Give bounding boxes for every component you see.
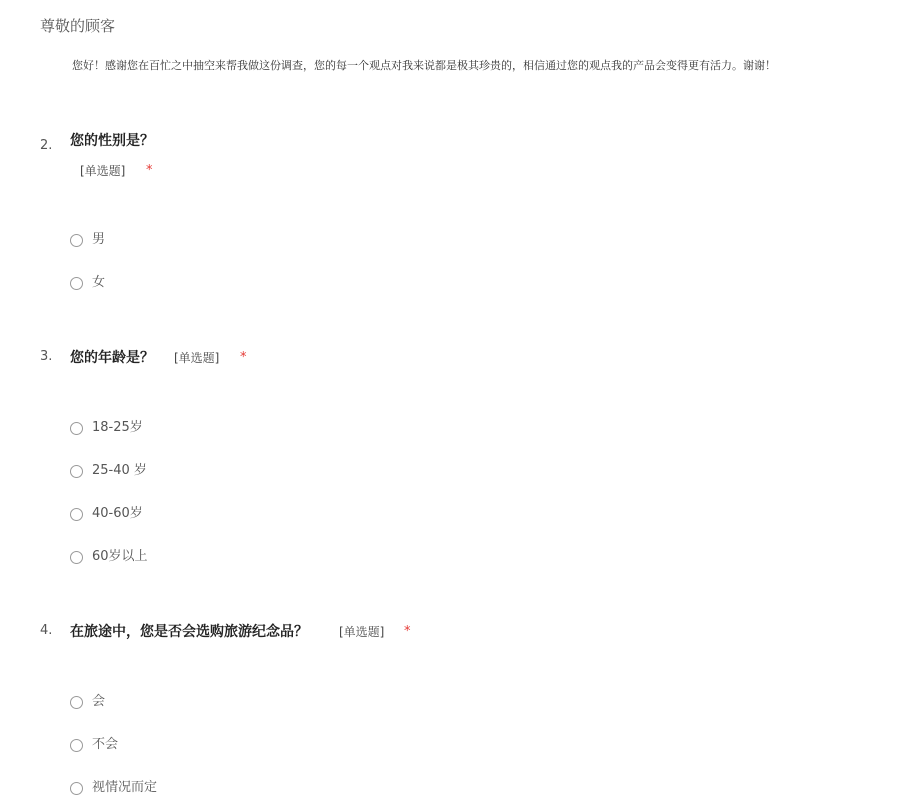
survey-greeting: 尊敬的顾客 <box>40 17 116 35</box>
radio-option-label: 18-25岁 <box>92 420 143 435</box>
radio-button[interactable] <box>70 551 83 564</box>
radio-option-label: 女 <box>92 275 106 290</box>
radio-option-label: 不会 <box>92 737 119 752</box>
radio-option[interactable] <box>70 735 118 755</box>
question-title: 您的性别是？ <box>70 133 154 149</box>
radio-option[interactable] <box>70 778 157 798</box>
radio-option[interactable] <box>70 273 105 293</box>
radio-option-label: 25-40 岁 <box>92 463 147 478</box>
required-mark: * <box>240 350 247 365</box>
required-mark: * <box>146 163 153 178</box>
survey-intro: 您好！感谢您在百忙之中抽空来帮我做这份调查，您的每一个观点对我来说都是极其珍贵的，相信通过您的观点我的产品会变得更有活力。谢谢！ <box>72 59 776 72</box>
radio-button[interactable] <box>70 508 83 521</box>
radio-option-label: 会 <box>92 694 106 709</box>
radio-option-label: 40-60岁 <box>92 506 143 521</box>
question-title: 在旅途中，您是否会选购旅游纪念品？ <box>70 624 308 640</box>
question-title: 您的年龄是？ <box>70 350 154 366</box>
radio-button[interactable] <box>70 696 83 709</box>
radio-button[interactable] <box>70 277 83 290</box>
required-mark: * <box>404 624 411 639</box>
question-type-badge: [单选题] <box>80 164 126 178</box>
question-number: 2. <box>40 138 53 153</box>
radio-button[interactable] <box>70 234 83 247</box>
radio-option-label: 60岁以上 <box>92 549 148 564</box>
radio-option-label: 男 <box>92 232 106 247</box>
radio-option[interactable] <box>70 504 143 524</box>
radio-option[interactable] <box>70 461 147 481</box>
radio-button[interactable] <box>70 739 83 752</box>
radio-option[interactable] <box>70 230 105 250</box>
question-type-badge: [单选题] <box>339 625 385 639</box>
question-number: 3. <box>40 349 53 364</box>
radio-button[interactable] <box>70 422 83 435</box>
radio-option[interactable] <box>70 418 143 438</box>
radio-button[interactable] <box>70 465 83 478</box>
radio-option-label: 视情况而定 <box>92 780 158 795</box>
radio-option[interactable] <box>70 692 105 712</box>
radio-option[interactable] <box>70 547 148 567</box>
radio-button[interactable] <box>70 782 83 795</box>
question-type-badge: [单选题] <box>174 351 220 365</box>
question-number: 4. <box>40 623 53 638</box>
